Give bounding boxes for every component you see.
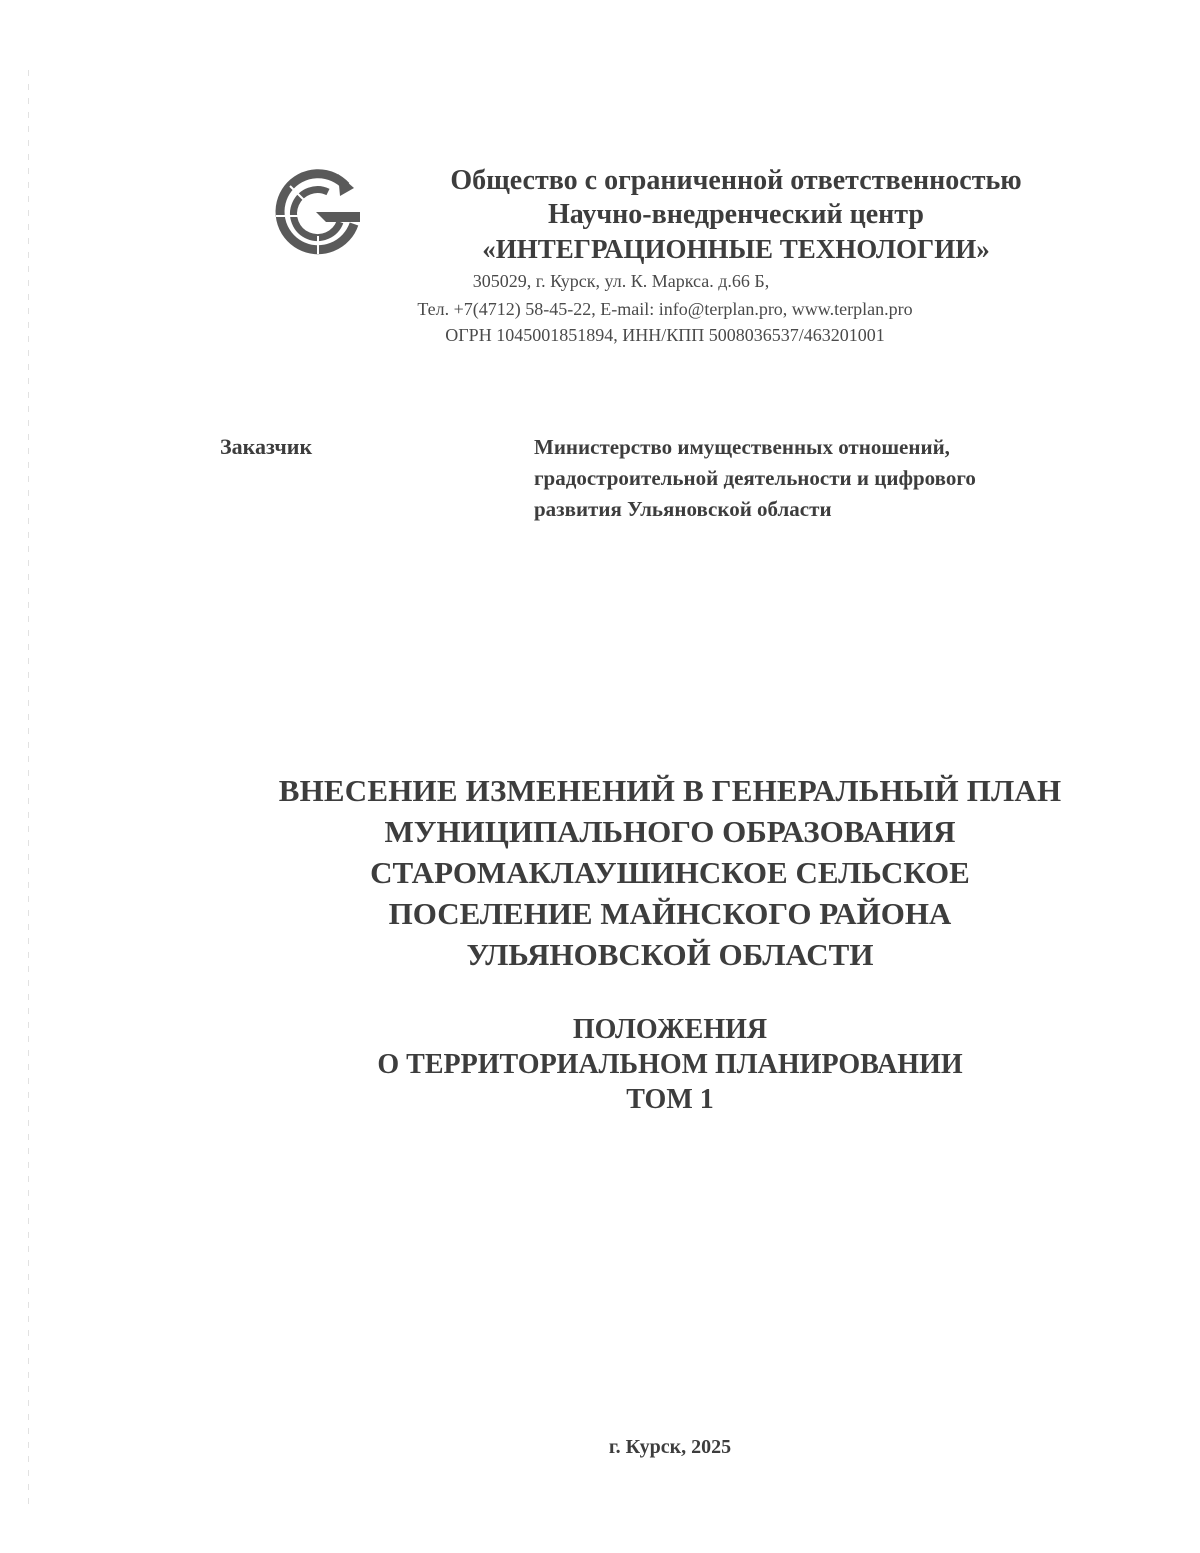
org-address: 305029, г. Курск, ул. К. Маркса. д.66 Б, <box>472 271 770 291</box>
subtitle-line: О ТЕРРИТОРИАЛЬНОМ ПЛАНИРОВАНИИ <box>377 1049 963 1080</box>
title-line: МУНИЦИПАЛЬНОГО ОБРАЗОВАНИЯ <box>384 814 956 849</box>
customer-name-line: развития Ульяновской области <box>534 497 832 521</box>
org-registration: ОГРН 1045001851894, ИНН/КПП 5008036537/463201001 <box>445 325 885 345</box>
document-subtitle <box>160 1012 1180 1117</box>
org-contacts: Тел. +7(4712) 58-45-22, E-mail: info@terplan.pro, www.terplan.pro <box>417 299 913 319</box>
customer-label: Заказчик <box>220 434 313 459</box>
customer-name <box>534 432 1154 525</box>
org-name-line-1: Общество с ограниченной ответственностью <box>450 165 1022 196</box>
org-name-line-3: «ИНТЕГРАЦИОННЫЕ ТЕХНОЛОГИИ» <box>482 234 990 264</box>
title-line: ВНЕСЕНИЕ ИЗМЕНЕНИЙ В ГЕНЕРАЛЬНЫЙ ПЛАН <box>278 773 1062 808</box>
title-line: СТАРОМАКЛАУШИНСКОЕ СЕЛЬСКОЕ <box>370 855 970 890</box>
city-year: г. Курск, 2025 <box>608 1436 732 1458</box>
title-line: УЛЬЯНОВСКОЙ ОБЛАСТИ <box>466 937 874 972</box>
customer-name-line: градостроительной деятельности и цифрового <box>534 466 976 490</box>
org-name-line-2: Научно-внедренческий центр <box>548 199 924 230</box>
document-title <box>160 770 1180 975</box>
customer-name-line: Министерство имущественных отношений, <box>534 435 950 459</box>
volume-label: ТОМ 1 <box>626 1084 714 1115</box>
title-line: ПОСЕЛЕНИЕ МАЙНСКОГО РАЙОНА <box>388 896 952 931</box>
subtitle-line: ПОЛОЖЕНИЯ <box>572 1014 768 1045</box>
scan-edge-line <box>28 70 29 1510</box>
